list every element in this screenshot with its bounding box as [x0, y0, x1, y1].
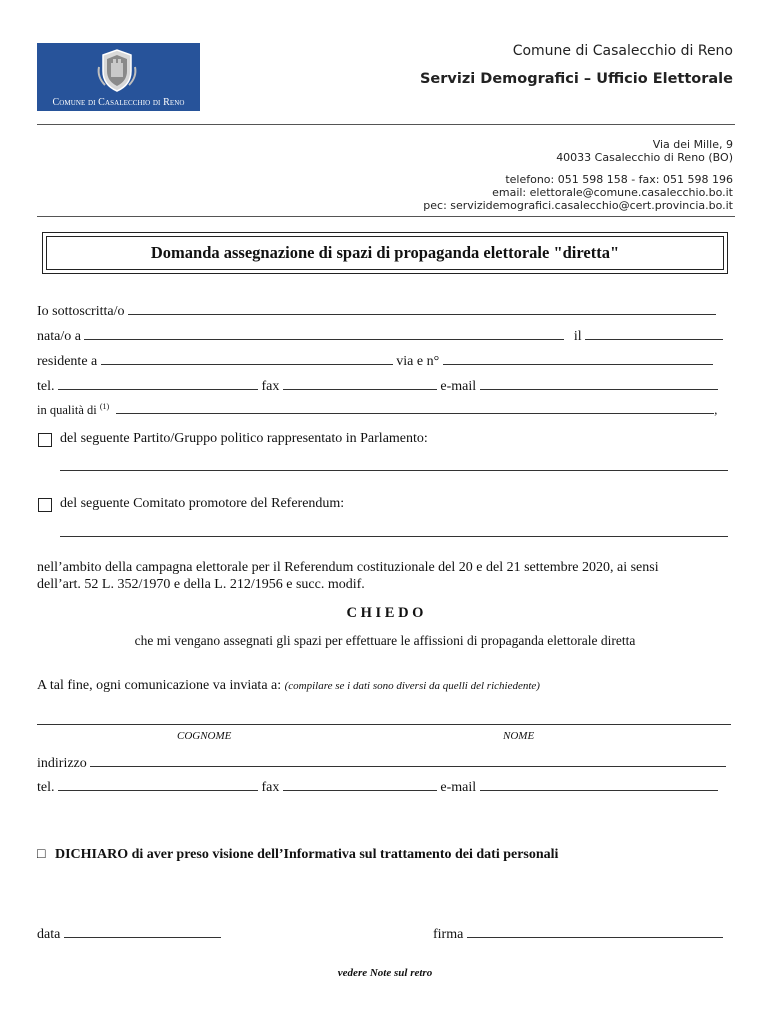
- contact-phone: telefono: 051 598 158 - fax: 051 598 196: [505, 173, 733, 186]
- chiedo-heading: C H I E D O: [346, 605, 424, 621]
- retro-note: vedere Note sul retro: [337, 967, 433, 979]
- birthdate-field[interactable]: [585, 327, 723, 340]
- department-name: Servizi Demografici – Ufficio Elettorale: [419, 71, 733, 87]
- residence-field[interactable]: [101, 352, 393, 365]
- contact-pec: pec: servizidemografici.casalecchio@cert.provincia.bo.it: [423, 199, 733, 212]
- firma-label: firma: [433, 927, 464, 942]
- sottoscritto-field[interactable]: [128, 302, 716, 315]
- address-street: Via dei Mille, 9: [652, 138, 733, 151]
- comune-name: Comune di Casalecchio di Reno: [512, 43, 733, 59]
- fax-label: fax: [261, 379, 280, 394]
- nato-row: [37, 327, 723, 345]
- comitato-field[interactable]: [60, 536, 728, 537]
- qualita-footnote: (1): [99, 401, 110, 411]
- nato-label: nata/o a: [37, 329, 81, 344]
- email-label: e-mail: [440, 379, 477, 394]
- address-city: 40033 Casalecchio di Reno (BO): [556, 151, 733, 164]
- sottoscritto-label: Io sottoscritta/o: [37, 304, 125, 319]
- email-field[interactable]: [480, 377, 718, 390]
- richiesta-text: che mi vengano assegnati gli spazi per effettuare le affissioni di propaganda elettorale diretta: [134, 633, 636, 648]
- data-label: data: [37, 927, 61, 942]
- name-field[interactable]: [37, 724, 731, 725]
- partito-checkbox[interactable]: [38, 433, 52, 447]
- contacts2-row: [37, 778, 718, 796]
- residente-row: [37, 352, 713, 370]
- fine-row: [37, 678, 540, 694]
- form-title: Domanda assegnazione di spazi di propaganda elettorale "diretta": [150, 243, 620, 262]
- cognome-caption: COGNOME: [177, 730, 232, 742]
- residente-label: residente a: [37, 354, 98, 369]
- via-label: via e n°: [396, 354, 440, 369]
- form-title-box: [42, 232, 728, 274]
- qualita-comma: ,: [714, 403, 718, 417]
- logo-text: Comune di Casalecchio di Reno: [52, 97, 185, 108]
- contact-email: email: elettorale@comune.casalecchio.bo.it: [492, 186, 733, 199]
- dichiaro-text: DICHIARO di aver preso visione dell’Informativa sul trattamento dei dati personali: [54, 847, 559, 862]
- dichiaro-checkbox[interactable]: □: [37, 847, 46, 862]
- fax2-label: fax: [261, 780, 280, 795]
- logo: [37, 43, 200, 111]
- ambito-line-2: dell’art. 52 L. 352/1970 e della L. 212/1956 e succ. modif.: [37, 577, 365, 592]
- sottoscritto-row: [37, 302, 716, 320]
- fine-note: (compilare se i dati sono diversi da quelli del richiedente): [284, 680, 540, 692]
- comitato-label: del seguente Comitato promotore del Referendum:: [60, 496, 345, 511]
- contact-divider: [37, 216, 735, 217]
- fax2-field[interactable]: [283, 778, 437, 791]
- comitato-checkbox[interactable]: [38, 498, 52, 512]
- header-divider: [37, 124, 735, 125]
- indirizzo-row: [37, 754, 726, 772]
- indirizzo-field[interactable]: [90, 754, 726, 767]
- date-field[interactable]: [64, 925, 221, 938]
- nome-caption: NOME: [503, 730, 535, 742]
- email2-label: e-mail: [440, 780, 477, 795]
- coat-of-arms-icon: [93, 47, 141, 93]
- indirizzo-label: indirizzo: [37, 756, 87, 771]
- fine-label: A tal fine, ogni comunicazione va inviata a:: [37, 678, 282, 693]
- qualita-field[interactable]: [116, 401, 714, 414]
- fax-field[interactable]: [283, 377, 437, 390]
- dichiaro-row: [37, 847, 558, 863]
- tel-field[interactable]: [58, 377, 258, 390]
- contacts-row: [37, 377, 718, 395]
- street-field[interactable]: [443, 352, 713, 365]
- partito-field[interactable]: [60, 470, 728, 471]
- tel2-label: tel.: [37, 780, 55, 795]
- data-row: [37, 925, 221, 943]
- il-label: il: [573, 329, 582, 344]
- birthplace-field[interactable]: [84, 327, 564, 340]
- partito-label: del seguente Partito/Gruppo politico rappresentato in Parlamento:: [60, 431, 428, 446]
- qualita-row: [37, 401, 717, 418]
- ambito-line-1: nell’ambito della campagna elettorale per il Referendum costituzionale del 20 e del 21 settembre 2020, ai sensi: [37, 560, 659, 575]
- firma-row: [433, 925, 723, 943]
- email2-field[interactable]: [480, 778, 718, 791]
- signature-field[interactable]: [467, 925, 723, 938]
- tel-label: tel.: [37, 379, 55, 394]
- qualita-label: in qualità di: [37, 403, 97, 417]
- tel2-field[interactable]: [58, 778, 258, 791]
